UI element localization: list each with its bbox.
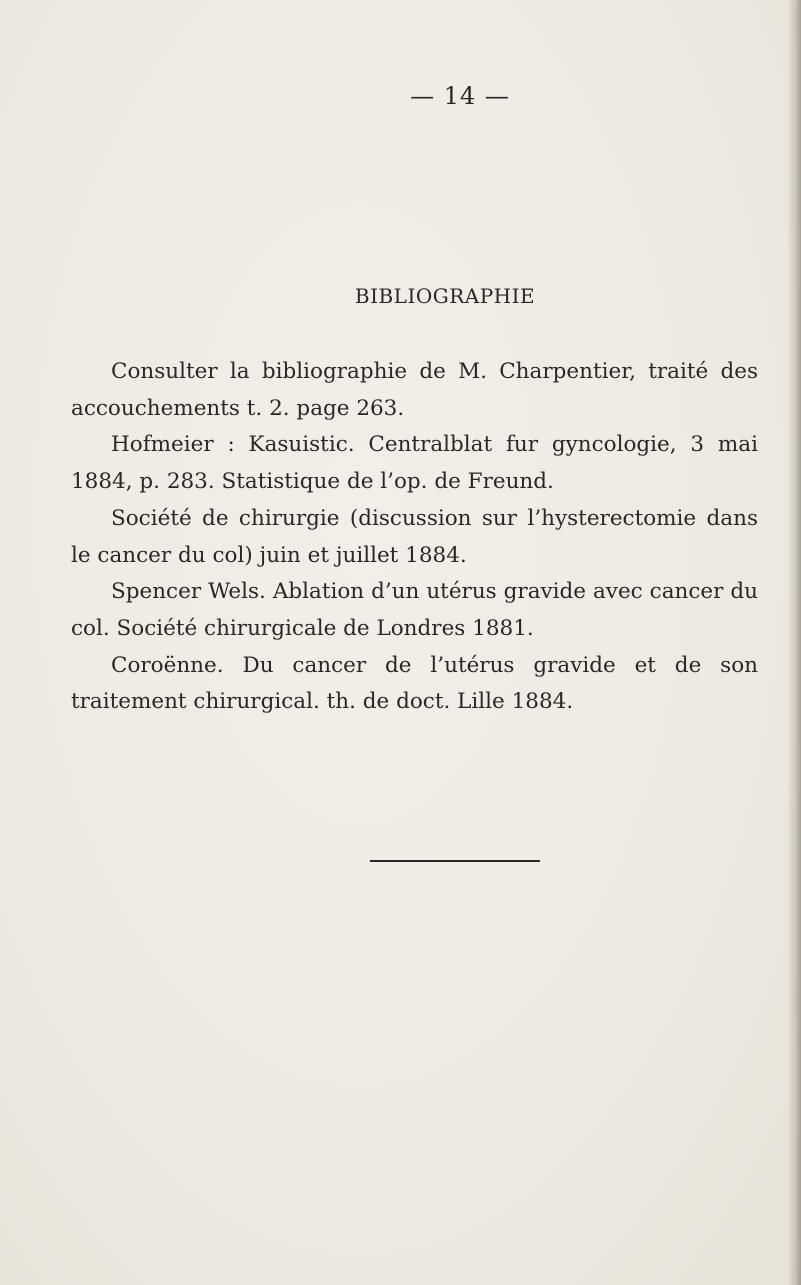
bibliography-entry: Spencer Wels. Ablation d’un utérus gravide avec cancer du col. Société chirurgicale de Londres 1881. — [71, 579, 758, 641]
page-edge-shadow — [787, 0, 801, 1285]
end-rule — [370, 860, 540, 862]
section-heading: BIBLIOGRAPHIE — [354, 284, 536, 308]
bibliography-entry: Hofmeier : Kasuistic. Centralblat fur gyncologie, 3 mai 1884, p. 283. Statistique de l’op. de Freund. — [71, 432, 758, 495]
bibliography-entry: Société de chirurgie (discussion sur l’hysterectomie dans le cancer du col) juin et juillet 1884. — [71, 505, 758, 568]
bibliography-entry: Consulter la bibliographie de M. Charpentier, traité des accouchements t. 2. page 263. — [71, 359, 758, 421]
bibliography-entry: Coroënne. Du cancer de l’utérus gravide et de son traitement chirurgical. th. de doct. Lille 1884. — [71, 652, 758, 715]
page-number: — 14 — — [410, 82, 510, 110]
bibliography-list — [71, 354, 758, 721]
